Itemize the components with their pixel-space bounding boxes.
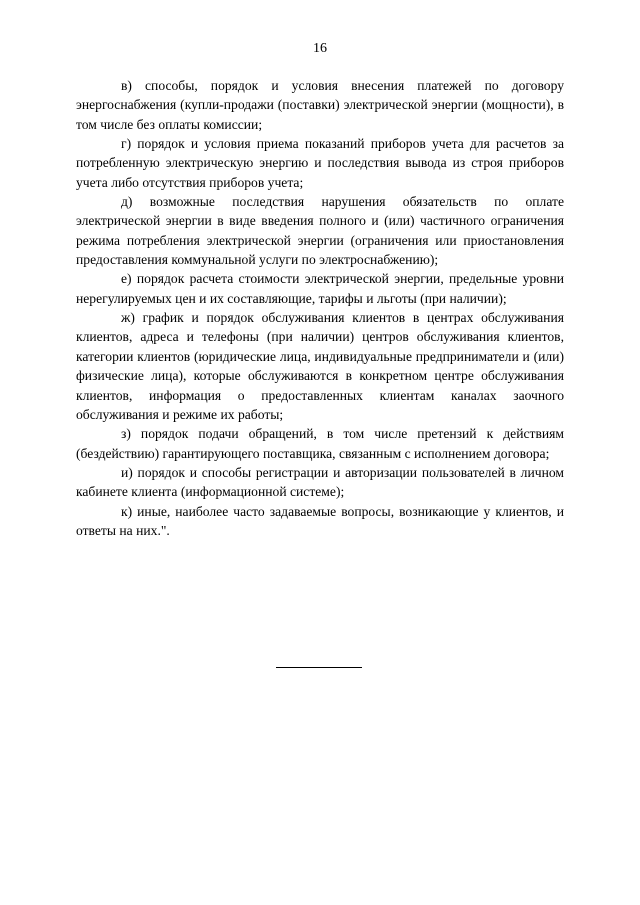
paragraph-e: е) порядок расчета стоимости электрической энергии, предельные уровни нерегулируемых цен и их составляющие, тарифы и льготы (при наличии); [76,271,564,306]
paragraph-d: д) возможные последствия нарушения обязательств по оплате электрической энергии в виде введения полного и (или) частичного ограничения режима потребления электрической энергии (ограничения или приостановления предоставления коммунальной услуги по электроснабжению); [76,194,564,268]
paragraph-zh: ж) график и порядок обслуживания клиентов в центрах обслуживания клиентов, адреса и телефоны (при наличии) центров обслуживания клиентов, категории клиентов (юридические лица, индивидуальные предприниматели и (или) физические лица), которые обслуживаются в конкретном центре обслуживания клиентов, информация о предоставленных клиентам каналах заочного обслуживания и режиме их работы; [76,310,564,422]
paragraph-z: з) порядок подачи обращений, в том числе претензий к действиям (бездействию) гарантирующего поставщика, связанным с исполнением договора; [76,426,564,461]
paragraph-k: к) иные, наиболее часто задаваемые вопросы, возникающие у клиентов, и ответы на них.". [76,503,564,538]
paragraph-g: г) порядок и условия приема показаний приборов учета для расчетов за потребленную электрическую энергию и последствия вывода из строя приборов учета либо отсутствия приборов учета; [76,136,564,190]
paragraph-i: и) порядок и способы регистрации и авторизации пользователей в личном кабинете клиента (информационной системе); [76,464,564,500]
page-number: 16 [313,41,327,56]
paragraph-v: в) способы, порядок и условия внесения платежей по договору энергоснабжения (купли-продажи (поставки) электрической энергии (мощности), в том числе без оплаты комиссии; [76,78,564,132]
end-of-document-rule [276,667,362,668]
document-body [76,76,564,540]
